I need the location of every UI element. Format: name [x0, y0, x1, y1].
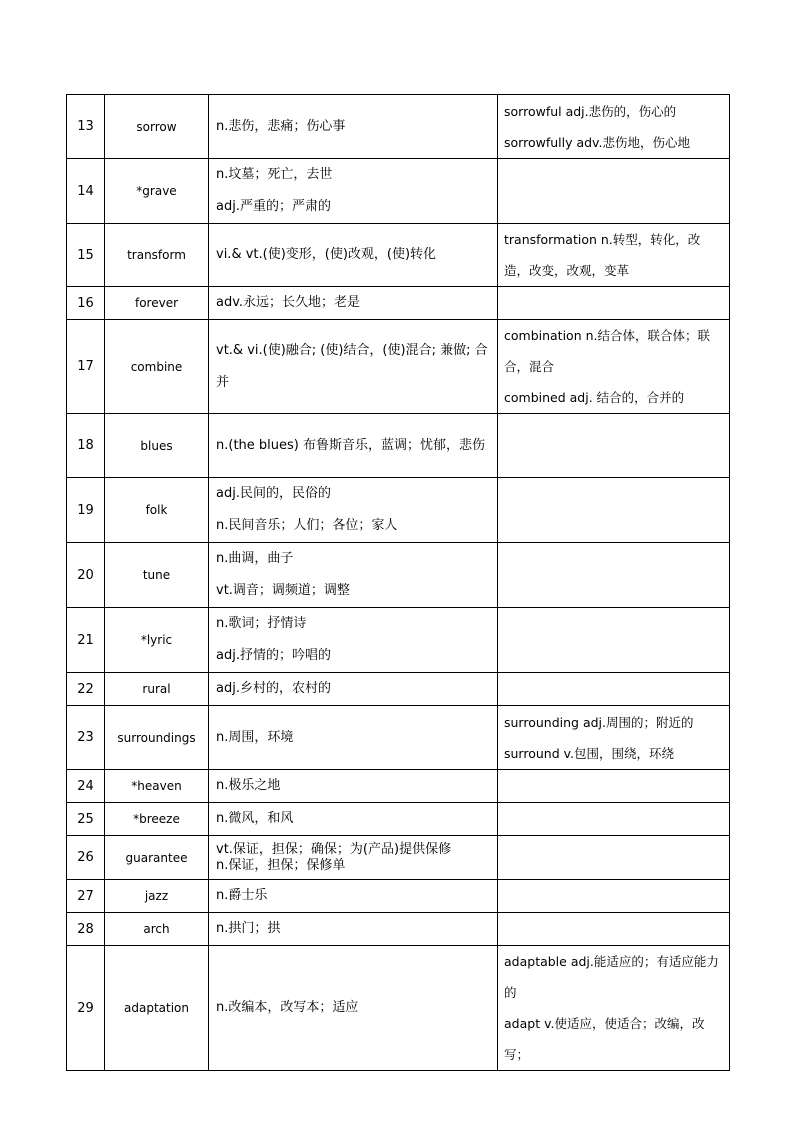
entry-derivatives: [498, 836, 730, 880]
table-row: [67, 913, 730, 946]
entry-derivatives: [498, 770, 730, 803]
entry-word: *grave: [105, 159, 209, 224]
entry-meaning: [209, 673, 498, 706]
entry-derivatives: [498, 880, 730, 913]
entry-word: surroundings: [105, 706, 209, 770]
vocabulary-table: [66, 94, 730, 1071]
entry-word: folk: [105, 478, 209, 543]
table-row: [67, 803, 730, 836]
meaning-line: n.坟墓；死亡，去世: [216, 167, 333, 182]
entry-meaning: [209, 224, 498, 287]
entry-number: 15: [67, 224, 105, 287]
entry-number: 20: [67, 543, 105, 608]
entry-derivatives: [498, 478, 730, 543]
table-row: [67, 414, 730, 478]
table-row: [67, 320, 730, 414]
entry-meaning: [209, 770, 498, 803]
entry-word: guarantee: [105, 836, 209, 880]
table-row: [67, 836, 730, 880]
entry-derivatives: [498, 159, 730, 224]
entry-word: *heaven: [105, 770, 209, 803]
meaning-line: n.改编本，改写本；适应: [216, 1000, 359, 1015]
entry-meaning: [209, 803, 498, 836]
entry-number: 17: [67, 320, 105, 414]
entry-derivatives: [498, 287, 730, 320]
derivative-line: combined adj. 结合的，合并的: [504, 390, 685, 405]
entry-derivatives: [498, 224, 730, 287]
entry-number: 28: [67, 913, 105, 946]
entry-number: 21: [67, 608, 105, 673]
meaning-line: n.拱门；拱: [216, 921, 281, 936]
entry-derivatives: [498, 803, 730, 836]
table-row: [67, 770, 730, 803]
entry-number: 22: [67, 673, 105, 706]
meaning-line: vt.& vi.(使)融合; (使)结合，(使)混合; 兼做; 合并: [216, 342, 488, 390]
meaning-line: n.微风，和风: [216, 811, 294, 826]
entry-derivatives: [498, 913, 730, 946]
meaning-line: n.保证，担保；保修单: [216, 857, 346, 873]
derivative-line: adaptable adj.能适应的；有适应能力的: [504, 954, 719, 1000]
table-row: [67, 880, 730, 913]
entry-meaning: [209, 913, 498, 946]
entry-number: 14: [67, 159, 105, 224]
meaning-line: n.歌词；抒情诗: [216, 616, 307, 631]
meaning-line: vt.调音；调频道；调整: [216, 583, 350, 598]
entry-meaning: [209, 836, 498, 880]
entry-meaning: [209, 946, 498, 1071]
entry-derivatives: [498, 95, 730, 159]
entry-meaning: [209, 608, 498, 673]
entry-meaning: [209, 95, 498, 159]
entry-word: rural: [105, 673, 209, 706]
derivative-line: sorrowful adj.悲伤的，伤心的: [504, 103, 677, 119]
meaning-line: n.曲调，曲子: [216, 551, 294, 566]
entry-word: adaptation: [105, 946, 209, 1071]
entry-word: combine: [105, 320, 209, 414]
entry-word: sorrow: [105, 95, 209, 159]
table-row: [67, 706, 730, 770]
derivative-line: sorrowfully adv.悲伤地，伤心地: [504, 134, 690, 150]
meaning-line: vt.保证，担保；确保；为(产品)提供保修: [216, 841, 452, 857]
table-row: [67, 159, 730, 224]
entry-meaning: [209, 543, 498, 608]
derivative-line: surrounding adj.周围的；附近的: [504, 714, 694, 730]
table-row: [67, 287, 730, 320]
entry-meaning: [209, 159, 498, 224]
entry-number: 24: [67, 770, 105, 803]
entry-word: arch: [105, 913, 209, 946]
table-row: [67, 946, 730, 1071]
table-row: [67, 95, 730, 159]
meaning-line: adj.乡村的，农村的: [216, 681, 331, 696]
derivative-line: transformation n.转型，转化，改造，改变，改观，变革: [504, 232, 701, 278]
meaning-line: n.极乐之地: [216, 778, 281, 793]
entry-number: 27: [67, 880, 105, 913]
entry-word: blues: [105, 414, 209, 478]
meaning-line: adv.永远；长久地；老是: [216, 295, 361, 310]
entry-derivatives: [498, 673, 730, 706]
entry-word: forever: [105, 287, 209, 320]
entry-number: 18: [67, 414, 105, 478]
entry-derivatives: [498, 543, 730, 608]
meaning-line: n.周围，环境: [216, 729, 294, 745]
meaning-line: n.民间音乐；人们；各位；家人: [216, 518, 398, 533]
derivative-line: adapt v.使适应，使适合；改编，改写；: [504, 1016, 705, 1062]
table-row: [67, 224, 730, 287]
entry-word: *lyric: [105, 608, 209, 673]
table-row: [67, 478, 730, 543]
entry-word: *breeze: [105, 803, 209, 836]
entry-word: jazz: [105, 880, 209, 913]
entry-number: 25: [67, 803, 105, 836]
table-row: [67, 673, 730, 706]
entry-number: 16: [67, 287, 105, 320]
entry-meaning: [209, 320, 498, 414]
entry-meaning: [209, 880, 498, 913]
meaning-line: n.(the blues) 布鲁斯音乐，蓝调；忧郁，悲伤: [216, 437, 485, 453]
entry-derivatives: [498, 946, 730, 1071]
entry-number: 13: [67, 95, 105, 159]
entry-meaning: [209, 706, 498, 770]
derivative-line: combination n.结合体，联合体；联合，混合: [504, 328, 711, 374]
derivative-line: surround v.包围，围绕，环绕: [504, 745, 675, 761]
entry-derivatives: [498, 414, 730, 478]
entry-number: 29: [67, 946, 105, 1071]
meaning-line: vi.& vt.(使)变形，(使)改观，(使)转化: [216, 247, 437, 262]
entry-derivatives: [498, 608, 730, 673]
vocabulary-table-body: [67, 95, 730, 1071]
table-row: [67, 543, 730, 608]
entry-word: transform: [105, 224, 209, 287]
entry-meaning: [209, 478, 498, 543]
entry-meaning: [209, 287, 498, 320]
entry-number: 19: [67, 478, 105, 543]
entry-derivatives: [498, 706, 730, 770]
meaning-line: n.爵士乐: [216, 888, 268, 903]
table-row: [67, 608, 730, 673]
meaning-line: adj.民间的，民俗的: [216, 486, 331, 501]
entry-word: tune: [105, 543, 209, 608]
entry-meaning: [209, 414, 498, 478]
entry-derivatives: [498, 320, 730, 414]
entry-number: 26: [67, 836, 105, 880]
meaning-line: adj.严重的；严肃的: [216, 199, 331, 214]
entry-number: 23: [67, 706, 105, 770]
meaning-line: n.悲伤，悲痛；伤心事: [216, 118, 346, 134]
meaning-line: adj.抒情的；吟唱的: [216, 648, 331, 663]
